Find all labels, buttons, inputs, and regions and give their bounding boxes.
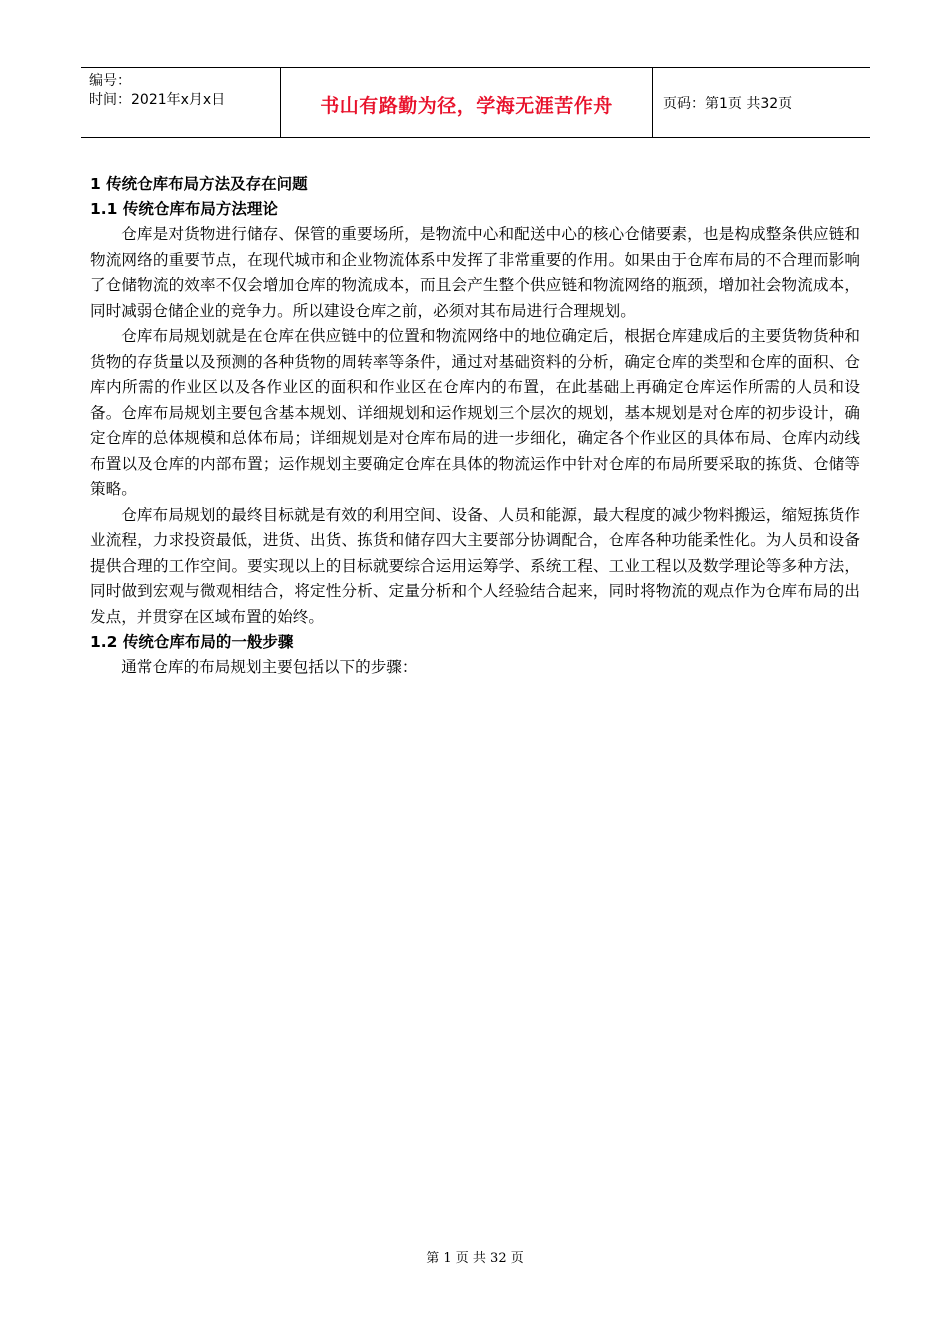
body-paragraph: 仓库布局规划的最终目标就是有效的利用空间、设备、人员和能源，最大程度的减少物料搬运，缩短拣货作业流程，力求投资最低，进货、出货、拣货和储存四大主要部分协调配合，仓库各种功能柔性化。为人员和设备提供合理的工作空间。要实现以上的目标就要综合运用运筹学、系统工程、工业工程以及数学理论等多种方法，同时做到宏观与微观相结合，将定性分析、定量分析和个人经验结合起来，同时将物流的观点作为仓库布局的出发点，并贯穿在区域布置的始终。 xyxy=(90,505,860,626)
section-title: 1 传统仓库布局方法及存在问题 xyxy=(90,175,308,193)
body-paragraph: 仓库布局规划就是在仓库在供应链中的位置和物流网络中的地位确定后，根据仓库建成后的主要货物货种和货物的存货量以及预测的各种货物的周转率等条件，通过对基础资料的分析，确定仓库的类型和仓库的面积、仓库内所需的作业区以及各作业区的面积和作业区在仓库内的布置，在此基础上再确定仓库运作所需的人员和设备。仓库布局规划主要包含基本规划、详细规划和运作规划三个层次的规划，基本规划是对仓库的初步设计，确定仓库的总体规模和总体布局；详细规划是对仓库布局的进一步细化，确定各个作业区的具体布局、仓库内动线布置以及仓库的内部布置；运作规划主要确定仓库在具体的物流运作中针对仓库的布局所要采取的拣货、仓储等策略。 xyxy=(90,327,860,498)
document-time-label: 时间：2021年x月x日 xyxy=(89,92,226,108)
body-paragraph: 通常仓库的布局规划主要包括以下的步骤： xyxy=(121,658,418,676)
document-body xyxy=(90,172,860,681)
subsection-title-1-2: 1.2 传统仓库布局的一般步骤 xyxy=(90,633,294,651)
header-motto-cell xyxy=(281,68,653,137)
header-page-info: 页码：第1页 共32页 xyxy=(663,95,793,112)
document-number-label: 编号： xyxy=(89,73,131,89)
subsection-title-1-1: 1.1 传统仓库布局方法理论 xyxy=(90,200,278,218)
header-table xyxy=(81,67,870,138)
body-paragraph: 仓库是对货物进行储存、保管的重要场所，是物流中心和配送中心的核心仓储要素，也是构成整条供应链和物流网络的重要节点，在现代城市和企业物流体系中发挥了非常重要的作用。如果由于仓库布局的不合理而影响了仓储物流的效率不仅会增加仓库的物流成本，而且会产生整个供应链和物流网络的瓶颈，增加社会物流成本，同时减弱仓储企业的竞争力。所以建设仓库之前，必须对其布局进行合理规划。 xyxy=(90,225,860,320)
page-footer: 第 1 页 共 32 页 xyxy=(426,1251,524,1266)
header-meta xyxy=(81,68,281,137)
header-motto: 书山有路勤为径，学海无涯苦作舟 xyxy=(320,94,613,117)
